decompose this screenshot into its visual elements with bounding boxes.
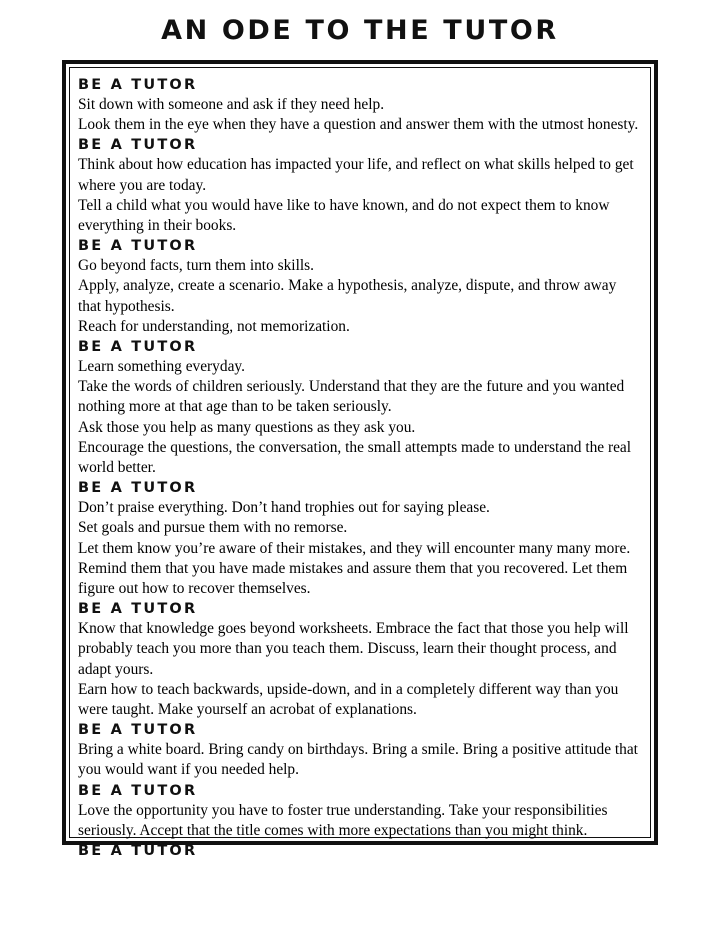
ode-section bbox=[78, 236, 640, 337]
body-line: Look them in the eye when they have a question and answer them with the utmost honesty. bbox=[78, 116, 639, 134]
frame-inner-rule bbox=[69, 67, 651, 860]
body-line: Go beyond facts, turn them into skills. bbox=[78, 257, 314, 275]
body-line: Apply, analyze, create a scenario. Make a hypothesis, analyze, dispute, and throw away that hypothesis. bbox=[78, 277, 617, 315]
body-line: Tell a child what you would have like to have known, and do not expect them to know everything in their books. bbox=[78, 196, 610, 235]
ode-section bbox=[78, 841, 640, 861]
body-line: Take the words of children seriously. Understand that they are the future and you wanted nothing more at that age than to be taken seriously. bbox=[78, 378, 625, 416]
section-heading: BE A TUTOR bbox=[78, 480, 198, 497]
body-line: Know that knowledge goes beyond worksheets. Embrace the fact that those you help will probably teach you more than you teach them. Discuss, learn their thought process, and adapt yours. bbox=[78, 620, 629, 678]
section-heading: BE A TUTOR bbox=[78, 77, 198, 93]
body-line: Let them know you’re aware of their mistakes, and they will encounter many many more. bbox=[78, 539, 631, 557]
ode-section bbox=[78, 135, 640, 236]
ode-sections-container bbox=[70, 68, 650, 861]
page-title: AN ODE TO THE TUTOR bbox=[161, 15, 559, 46]
ode-section bbox=[78, 75, 640, 135]
bordered-text-frame bbox=[62, 60, 658, 860]
section-heading: BE A TUTOR bbox=[78, 339, 198, 356]
section-heading: BE A TUTOR bbox=[78, 238, 198, 255]
ode-section bbox=[78, 599, 640, 720]
body-line: Bring a white board. Bring candy on birthdays. Bring a smile. Bring a positive attitude that you would want if you needed help. bbox=[78, 741, 638, 779]
body-line: Sit down with someone and ask if they need help. bbox=[78, 96, 385, 113]
ode-section bbox=[78, 720, 640, 780]
body-line: Don’t praise everything. Don’t hand trophies out for saying please. bbox=[78, 499, 490, 517]
ode-section bbox=[78, 478, 640, 599]
section-heading: BE A TUTOR bbox=[78, 601, 198, 618]
body-line: Encourage the questions, the conversation, the small attempts made to understand the real world better. bbox=[78, 438, 632, 477]
ode-section bbox=[78, 781, 640, 841]
body-line: Love the opportunity you have to foster true understanding. Take your responsibilities seriously. Accept that the title comes with more expectations than you might think. bbox=[78, 801, 608, 839]
ode-section bbox=[78, 337, 640, 478]
section-heading: BE A TUTOR bbox=[78, 722, 198, 739]
body-line: Remind them that you have made mistakes and assure them that you recovered. Let them figure out how to recover themselves. bbox=[78, 559, 628, 598]
body-line: Ask those you help as many questions as they ask you. bbox=[78, 418, 416, 436]
body-line: Learn something everyday. bbox=[78, 358, 245, 376]
body-line: Reach for understanding, not memorization. bbox=[78, 317, 350, 335]
body-line: Think about how education has impacted your life, and reflect on what skills helped to get where you are today. bbox=[78, 156, 634, 194]
section-heading: BE A TUTOR bbox=[78, 843, 198, 860]
section-heading: BE A TUTOR bbox=[78, 782, 198, 799]
body-line: Earn how to teach backwards, upside-down, and in a completely different way than you were taught. Make yourself an acrobat of explanations. bbox=[78, 680, 619, 719]
body-line: Set goals and pursue them with no remorse. bbox=[78, 519, 348, 537]
section-heading: BE A TUTOR bbox=[78, 137, 198, 154]
